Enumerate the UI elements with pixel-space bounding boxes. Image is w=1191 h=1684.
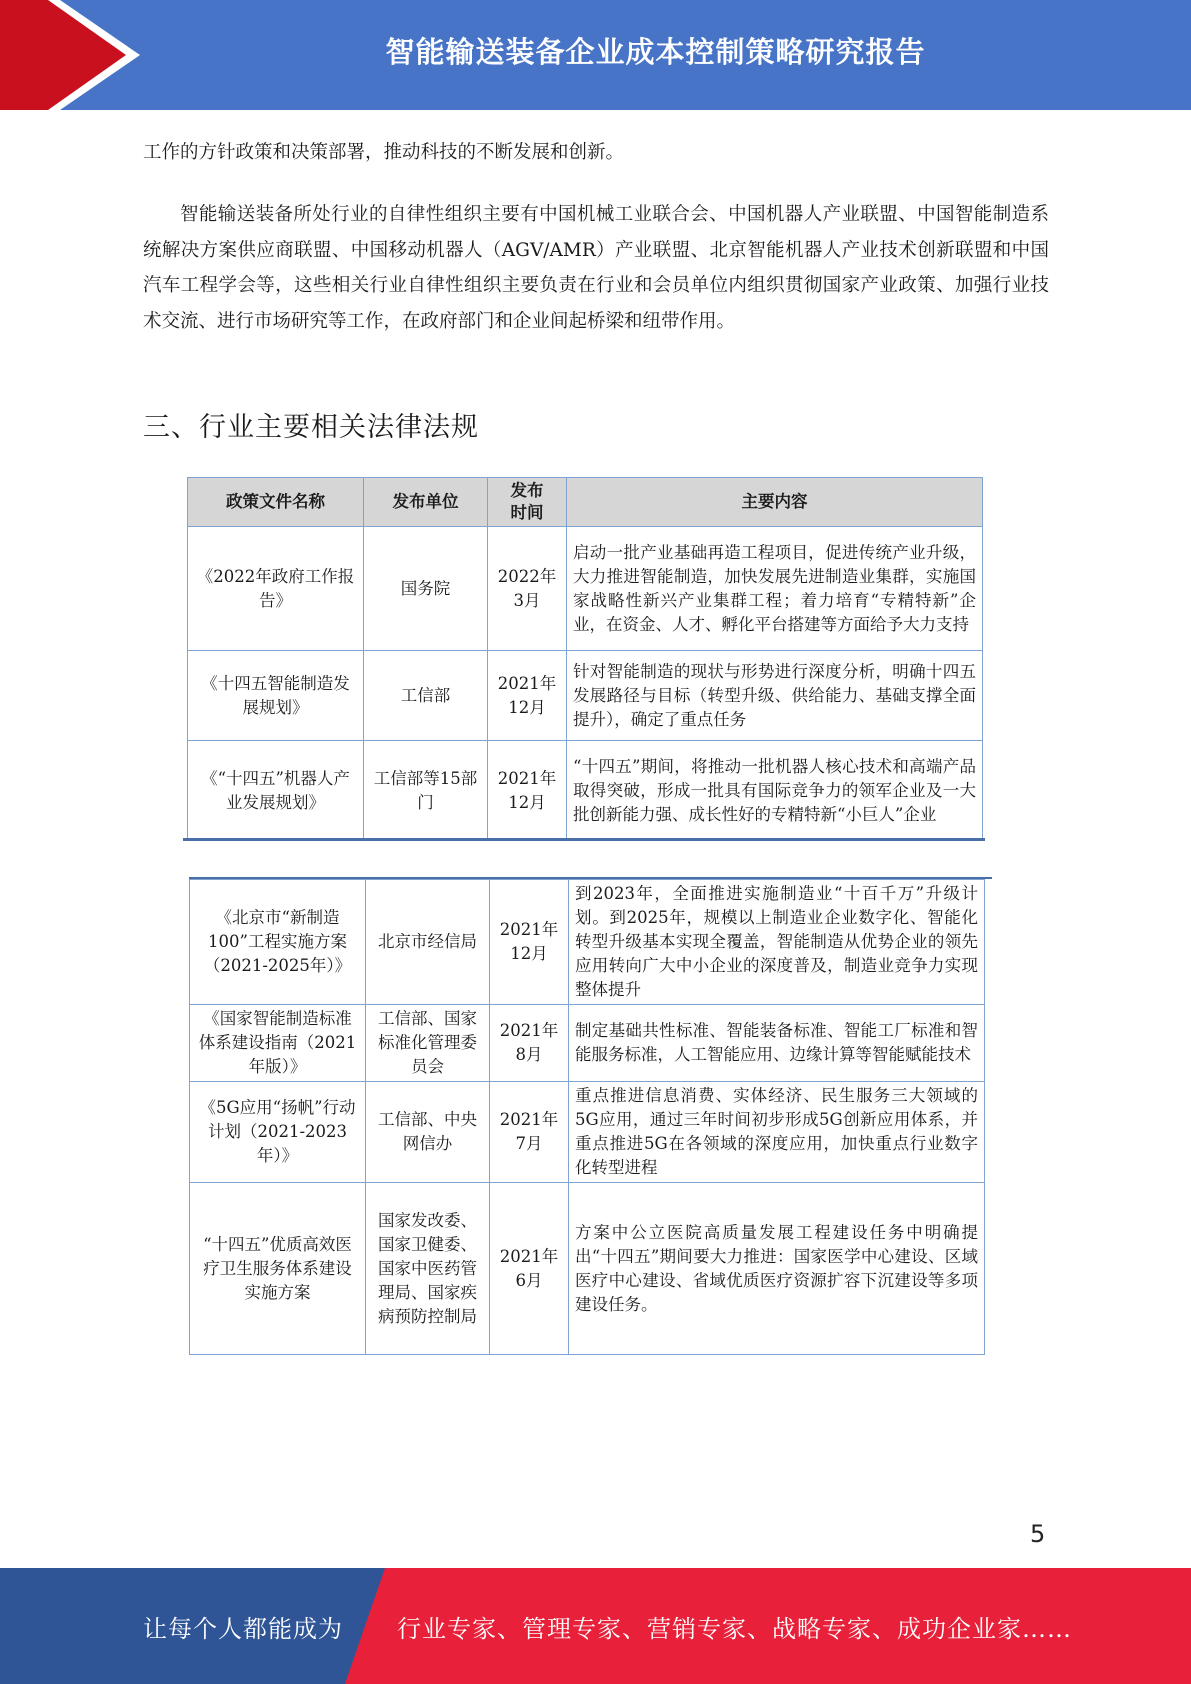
cell-policy-name: 《十四五智能制造发展规划》 <box>188 651 364 741</box>
cell-issuer: 工信部、中央网信办 <box>366 1082 490 1183</box>
table-row <box>190 1005 985 1082</box>
cell-release-time: 2021年8月 <box>490 1005 569 1082</box>
cell-main-content: 针对智能制造的现状与形势进行深度分析，明确十四五发展路径与目标（转型升级、供给能力、基础支撑全面提升），确定了重点任务 <box>567 651 983 741</box>
cell-issuer: 国务院 <box>364 527 488 651</box>
cell-release-time: 2021年12月 <box>488 651 567 741</box>
table-row <box>190 880 985 1005</box>
table-row <box>190 1183 985 1355</box>
table-part1-bottom-border <box>183 838 985 841</box>
policy-table-part2 <box>189 879 985 1355</box>
page-footer <box>0 1568 1191 1684</box>
cell-issuer: 工信部 <box>364 651 488 741</box>
header-policy-name: 政策文件名称 <box>188 478 364 527</box>
cell-release-time: 2021年12月 <box>490 880 569 1005</box>
cell-main-content: 制定基础共性标准、智能装备标准、智能工厂标准和智能服务标准，人工智能应用、边缘计算等智能赋能技术 <box>569 1005 985 1082</box>
cell-policy-name: “十四五”优质高效医疗卫生服务体系建设实施方案 <box>190 1183 366 1355</box>
table-row <box>188 741 983 841</box>
header-main-content: 主要内容 <box>567 478 983 527</box>
footer-slogan-right: 行业专家、管理专家、营销专家、战略专家、成功企业家…… <box>397 1614 1072 1643</box>
table-header-row <box>188 478 983 527</box>
section-title: 三、行业主要相关法律法规 <box>143 412 479 443</box>
cell-release-time: 2022年3月 <box>488 527 567 651</box>
paragraph-continued: 工作的方针政策和决策部署，推动科技的不断发展和创新。 <box>143 142 625 163</box>
cell-policy-name: 《国家智能制造标准体系建设指南（2021年版）》 <box>190 1005 366 1082</box>
table-row <box>188 651 983 741</box>
cell-main-content: 启动一批产业基础再造工程项目，促进传统产业升级，大力推进智能制造，加快发展先进制造业集群，实施国家战略性新兴产业集群工程；着力培育“专精特新”企业，在资金、人才、孵化平台搭建等方面给予大力支持 <box>567 527 983 651</box>
cell-policy-name: 《5G应用“扬帆”行动计划（2021-2023年）》 <box>190 1082 366 1183</box>
paragraph-self-regulatory-organizations: 智能输送装备所处行业的自律性组织主要有中国机械工业联合会、中国机器人产业联盟、中国智能制造系统解决方案供应商联盟、中国移动机器人（AGV/AMR）产业联盟、北京智能机器人产业技术创新联盟和中国汽车工程学会等，这些相关行业自律性组织主要负责在行业和会员单位内组织贯彻国家产业政策、加强行业技术交流、进行市场研究等工作，在政府部门和企业间起桥梁和纽带作用。 <box>143 204 1049 332</box>
cell-issuer: 工信部等15部门 <box>364 741 488 841</box>
cell-main-content: 到2023年，全面推进实施制造业“十百千万”升级计划。到2025年，规模以上制造业企业数字化、智能化转型升级基本实现全覆盖，智能制造从优势企业的领先应用转向广大中小企业的深度普及，制造业竞争力实现整体提升 <box>569 880 985 1005</box>
cell-policy-name: 《北京市“新制造100”工程实施方案（2021-2025年）》 <box>190 880 366 1005</box>
cell-issuer: 工信部、国家标准化管理委员会 <box>366 1005 490 1082</box>
cell-main-content: 重点推进信息消费、实体经济、民生服务三大领域的5G应用，通过三年时间初步形成5G创新应用体系，并重点推进5G在各领域的深度应用，加快重点行业数字化转型进程 <box>569 1082 985 1183</box>
cell-main-content: “十四五”期间，将推动一批机器人核心技术和高端产品取得突破，形成一批具有国际竞争力的领军企业及一大批创新能力强、成长性好的专精特新“小巨人”企业 <box>567 741 983 841</box>
table-row <box>190 1082 985 1183</box>
footer-slogan-left: 让每个人都能成为 <box>143 1614 343 1643</box>
policy-table-part1 <box>187 477 983 841</box>
cell-issuer: 北京市经信局 <box>366 880 490 1005</box>
cell-release-time: 2021年7月 <box>490 1082 569 1183</box>
cell-policy-name: 《“十四五”机器人产业发展规划》 <box>188 741 364 841</box>
cell-release-time: 2021年12月 <box>488 741 567 841</box>
table-row <box>188 527 983 651</box>
page-header <box>0 0 1191 110</box>
header-issuer: 发布单位 <box>364 478 488 527</box>
cell-main-content: 方案中公立医院高质量发展工程建设任务中明确提出“十四五”期间要大力推进：国家医学中心建设、区域医疗中心建设、省域优质医疗资源扩容下沉建设等多项建设任务。 <box>569 1183 985 1355</box>
header-title: 智能输送装备企业成本控制策略研究报告 <box>385 34 926 69</box>
page-number: 5 <box>1030 1520 1046 1548</box>
cell-issuer: 国家发改委、国家卫健委、国家中医药管理局、国家疾病预防控制局 <box>366 1183 490 1355</box>
cell-policy-name: 《2022年政府工作报告》 <box>188 527 364 651</box>
cell-release-time: 2021年6月 <box>490 1183 569 1355</box>
header-release-time: 发布时间 <box>488 478 567 527</box>
